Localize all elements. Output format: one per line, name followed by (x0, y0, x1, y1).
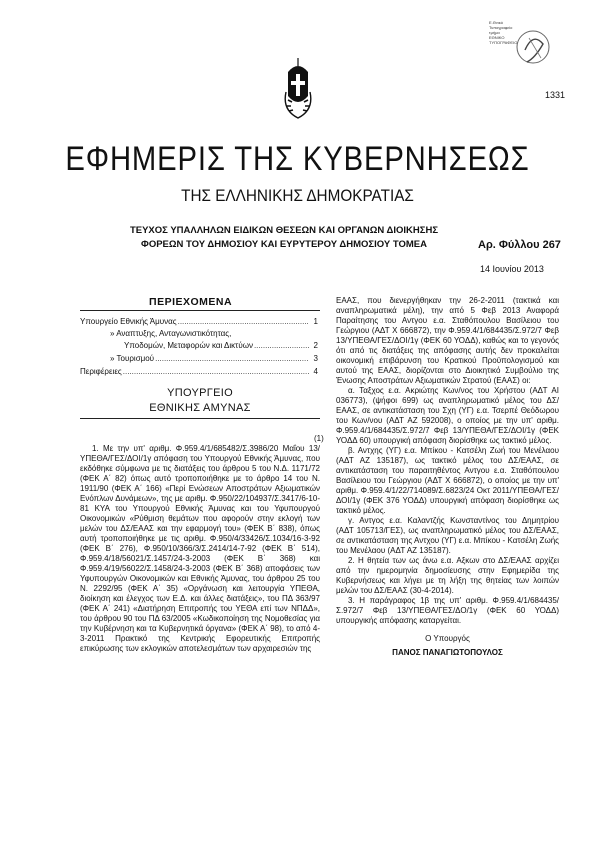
toc-item: Υπουργείο Εθνικής Άμυνας ..... 1 (80, 316, 318, 328)
ministry-heading: ΥΠΟΥΡΓΕΙΟ ΕΘΝΙΚΗΣ ΑΜΥΝΑΣ (149, 387, 251, 414)
gazette-title: ΕΦΗΜΕΡΙΣ ΤΗΣ ΚΥΒΕΡΝΗΣΕΩΣ (65, 140, 530, 178)
issue-number: Αρ. Φύλλου 267 (478, 239, 561, 251)
decision-text-right-column (336, 296, 559, 658)
decision-number: (1) (314, 434, 324, 443)
paragraph: 1. Με την υπ' αριθμ. Φ.959.4/1/685482/Σ.3986/20 Μαΐου 13/ΥΠΕΘΑ/ΓΕΣ/ΔΟΙ/1γ απόφαση του Υπουργού Εθνικής Άμυνας, που εκδόθηκε σύμφωνα με τις διατάξεις του άρθρου 5 του Ν.Δ. 1171/72 (ΦΕΚ Α΄ 82) όπως αυτό τροποποιήθηκε με το άρθρο 14 του Ν. 1911/90 (ΦΕΚ Α΄ 166) «Περί Ενώσεων Αποστράτων Αξιωματικών Ενόπλων Δυνάμεων», της με αριθμ. Φ.950/22/104937/Σ.3417/6-10-81 ΚΥΑ του Υπουργού Εθνικής Άμυνας και του Υφυπουργού Οικονομικών «Ρύθμιση θεμάτων που αφορούν στην εκλογή των μελών του ΔΣ/ΕΑΑΣ και την εφαρμογή του» (ΦΕΚ Β΄ 838), όπως αυτή τροποποιήθηκε με τις αριθμ. Φ.950/4/33426/Σ.1034/16-3-92 (ΦΕΚ Β΄ 276), Φ.950/10/366/3/Σ.2414/14-7-92 (ΦΕΚ Β΄ 514), Φ.959.4/18/56021/Σ.1457/24-3-2003 (ΦΕΚ Β΄ 368) και Φ.959.4/19/56022/Σ.1458/24-3-2003 (ΦΕΚ Β΄ 368) αποφάσεις των Υφυπουργών Οικονομικών και Εθνικής Άμυνας, του άρθρου 25 του Ν. 2292/95 (ΦΕΚ Α΄ 35) «Οργάνωση και λειτουργία ΥΠΕΘΑ, διοίκηση και έλεγχος των Ε.Δ. και άλλες διατάξεις», του ΠΔ 363/97 (ΦΕΚ Α΄ 241) «Διατήρηση Επιτροπής του ΥΕΘΑ επί των ΝΠΔΔ», του άρθρου 90 του ΠΔ 63/2005 «Κωδικοποίηση της Νομοθεσίας για την Κυβέρνηση και τα Κυβερνητικά όργανα» (ΦΕΚ Α΄ 98), το από 4-3-2011 Πρακτικό της Κεντρικής Εφορευτικής Επιτροπής επικύρωσης των εκλογικών αποτελεσμάτων των αρχαιρεσιών της (80, 444, 320, 653)
stamp-text: Ε.Θνικό Τυπογραφείο τμήμα ΕΘΝΙΚΟ ΤΥΠΟΓΡΑΦΕΙΟ (489, 20, 518, 45)
digital-signature-stamp (489, 18, 559, 76)
gazette-subtitle: ΤΗΣ ΕΛΛΗΝΙΚΗΣ ΔΗΜΟΚΡΑΤΙΑΣ (181, 186, 414, 205)
toc-item: » Τουρισμού ..... 3 (80, 353, 318, 365)
page-number: 1331 (545, 90, 566, 100)
paragraph: ΕΑΑΣ, που διενεργήθηκαν την 26-2-2011 (τακτικά και αναπληρωματικά μέλη), την από 5 Φεβ 2013 Αναφορά Παραίτησης του Αντγου ε.α. Σταθόπουλου Βασίλειου του Γεώργιου (ΑΔΤ Χ 666872), την Φ.959.4/1/684435/Σ.972/7 Φεβ 13/ΥΠΕΘΑ/ΓΕΣ/ΔΟΙ/1γ (ΦΕΚ 60 ΥΟΔΔ), καθώς και το γεγονός ότι από τις διατάξεις της απόφασης αυτής δεν προκαλείται οικονομική επιβάρυνση του Κρατικού Προϋπολογισμού και αυτού της ΕΑΑΣ, διορίζονται στο Διοικητικό Συμβούλιο της Ένωσης Αποστράτων Αξιωματικών Στρατού (ΕΑΑΣ) οι: (336, 296, 559, 385)
toc-item: Υποδομών, Μεταφορών και Δικτύων ..... 2 (80, 340, 318, 352)
issue-series-line-2: ΦΟΡΕΩΝ ΤΟΥ ΔΗΜΟΣΙΟΥ ΚΑΙ ΕΥΡΥΤΕΡΟΥ ΔΗΜΟΣΙΟΥ ΤΟΜΕΑ (141, 239, 427, 250)
paragraph: γ. Αντγος ε.α. Καλαντζής Κωνσταντίνος του Δημητρίου (ΑΔΤ 105713/ΓΕΣ), ως αναπληρωματικό μέλος του ΔΣ/ΕΑΑΣ, σε αντικατάσταση της Αντχου (ΥΓ) ε.α. Μπίκου - Κατσέλη Ζωής του Μενέλαου (ΑΔΤ ΑΖ 135187). (336, 516, 559, 555)
paragraph: 2. Η θητεία των ως άνω ε.α. Αξκων στο ΔΣ/ΕΑΑΣ αρχίζει από την ημερομηνία δημοσίευσης στην Εφημερίδα της Κυβερνήσεως και λήγει με τη λήξη της θητείας των λοιπών μελών του ΔΣ/ΕΑΑΣ (30-4-2014). (336, 556, 559, 595)
issue-date: 14 Ιουνίου 2013 (480, 264, 544, 274)
ministry-divider (80, 418, 320, 419)
contents-heading: ΠΕΡΙΕΧΟΜΕΝΑ (149, 296, 233, 308)
coat-of-arms-icon (284, 56, 312, 130)
toc-item: » Αναπτυξης, Ανταγωνιστικότητας, (110, 329, 232, 338)
paragraph: β. Αντχης (ΥΓ) ε.α. Μπίκου - Κατσέλη Ζωή του Μενέλαου (ΑΔΤ ΑΖ 135187), ως τακτικό μέλος του ΔΣ/ΕΑΑΣ, σε αντικατάσταση του παραιτηθέντος Αντγου ε.α. Σταθόπουλου Βασίλειου του Γεώργιου (ΑΔΤ Χ 666872), ο οποίος με την υπ' αριθμ. Φ.959.4/1/22/714089/Σ.6823/24 Οκτ 2011/ΥΠΕΘΑ/ΓΕΣ/ΔΟΙ/1γ (ΦΕΚ 376 ΥΟΔΔ) υπουργική απόφαση διορίσθηκε ως τακτικό μέλος. (336, 446, 559, 515)
decision-text-left-column (80, 444, 320, 654)
paragraph: 3. Η παράγραφος 1β της υπ' αριθμ. Φ.959.4/1/684435/Σ.972/7 Φεβ 13/ΥΠΕΘΑ/ΓΕΣ/ΔΟ/1γ (ΦΕΚ 60 ΥΟΔΔ) υπουργικής απόφασης καταργείται. (336, 596, 559, 625)
paragraph: α. Ταξχος ε.α. Ακριώτης Κων/νος του Χρήστου (ΑΔΤ ΑΙ 036773), (ψήφοι 699) ως αναπληρωματικό μέλος του ΔΣ/ΕΑΑΣ, σε αντικατάσταση του Σχη (ΥΓ) ε.α. Τσερπέ Θεόδωρου του Κων/νου (ΑΔΤ ΑΖ 592008), ο οποίος με την υπ' αριθμ. Φ.959.4/1/684435/Σ.972/7 Φεβ 13/ΥΠΕΘΑ/ΓΕΣ/ΔΟΙ/1γ (ΦΕΚ ΥΟΔΔ 60) υπουργική απόφαση διορίσθηκε ως τακτικό μέλος. (336, 386, 559, 445)
contents-divider (80, 310, 320, 311)
signature-block: Ο Υπουργός ΠΑΝΟΣ ΠΑΝΑΓΙΩΤΟΠΟΥΛΟΣ (392, 634, 503, 657)
issue-series-line-1: ΤΕΥΧΟΣ ΥΠΑΛΛΗΛΩΝ ΕΙΔΙΚΩΝ ΘΕΣΕΩΝ ΚΑΙ ΟΡΓΑΝΩΝ ΔΙΟΙΚΗΣΗΣ (129, 225, 439, 236)
toc-item: Περιφέρειες ..... 4 (80, 366, 318, 378)
